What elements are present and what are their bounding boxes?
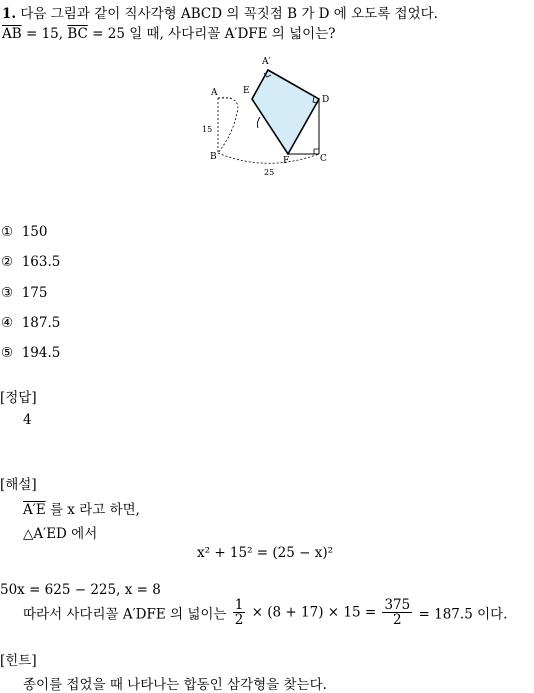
label-b: B [210,152,217,162]
hint-header: [힌트] [0,653,37,669]
hint-text: 종이를 접었을 때 나타나는 합동인 삼각형을 찾는다. [23,677,327,693]
fraction-one-half-denominator: 2 [234,612,244,629]
solution-line-4-post: = 187.5 이다. [418,606,508,623]
option-5 [1,345,60,361]
option-5-value: 194.5 [21,345,61,361]
bc-value: = 25 일 때, 사다리꼴 A′DFE 의 넓이는? [87,26,336,42]
option-4-value: 187.5 [21,315,61,331]
option-1-value: 150 [21,224,48,240]
right-angle-c [314,149,319,154]
option-5-marker: ⑤ [1,345,14,361]
solution-line-2: △A′ED 에서 [23,526,98,542]
solution-line-4-mid: × (8 + 17) × 15 = [251,604,377,621]
option-1 [1,224,47,240]
label-d: D [322,95,330,105]
answer-header: [정답] [0,390,37,406]
option-3-value: 175 [21,285,48,301]
fold-arrow [257,117,260,128]
option-2-marker: ② [1,254,14,270]
solution-line-3: 50x = 625 − 225, x = 8 [0,582,161,598]
option-2 [1,254,60,270]
segment-ab: $\overline{AB}$ [2,26,22,42]
label-c: C [320,154,327,164]
solution-line-4-pre: 따라서 사다리꼴 A′DFE 의 넓이는 [23,606,227,623]
solution-line-1-rest: 를 x 라고 하면, [45,502,140,518]
folded-rectangle-figure [196,55,336,180]
label-a: A [211,88,218,98]
trapezoid-a-prime-dfe [252,70,319,154]
solution-line-4 [23,598,507,627]
option-4 [1,315,60,331]
fraction-375-over-2 [382,598,412,627]
answer-value: 4 [23,412,32,428]
ab-value: = 15, [21,26,64,42]
label-25: 25 [264,168,275,177]
segment-a-prime-e: A′E [23,502,46,518]
label-f: F [283,156,290,166]
problem-number: 1. [2,6,17,22]
option-3 [1,285,47,301]
problem-text-1: 다음 그림과 같이 직사각형 ABCD 의 꼭짓점 B 가 D 에 오도록 접었다. [20,6,438,22]
fraction-one-half [233,598,246,627]
fraction-one-half-numerator: 1 [234,597,244,613]
option-3-marker: ③ [1,285,14,301]
solution-equation: x² + 15² = (25 − x)² [197,545,334,561]
option-1-marker: ① [1,224,14,240]
problem-line-2 [2,22,335,42]
option-4-marker: ④ [1,315,14,331]
problem-line-1 [2,2,438,22]
option-2-value: 163.5 [21,254,61,270]
label-15: 15 [202,125,213,134]
label-e: E [243,86,250,96]
segment-bc: $\overline{BC}$ [67,26,88,42]
dashed-bc-arc [218,153,319,163]
label-a-prime: A′ [262,57,271,67]
solution-header: [해설] [0,477,37,493]
dashed-fold-arc-b [218,98,238,153]
solution-line-1 [23,498,140,518]
fraction-375-numerator: 375 [384,597,411,613]
fraction-375-denominator: 2 [393,612,402,629]
